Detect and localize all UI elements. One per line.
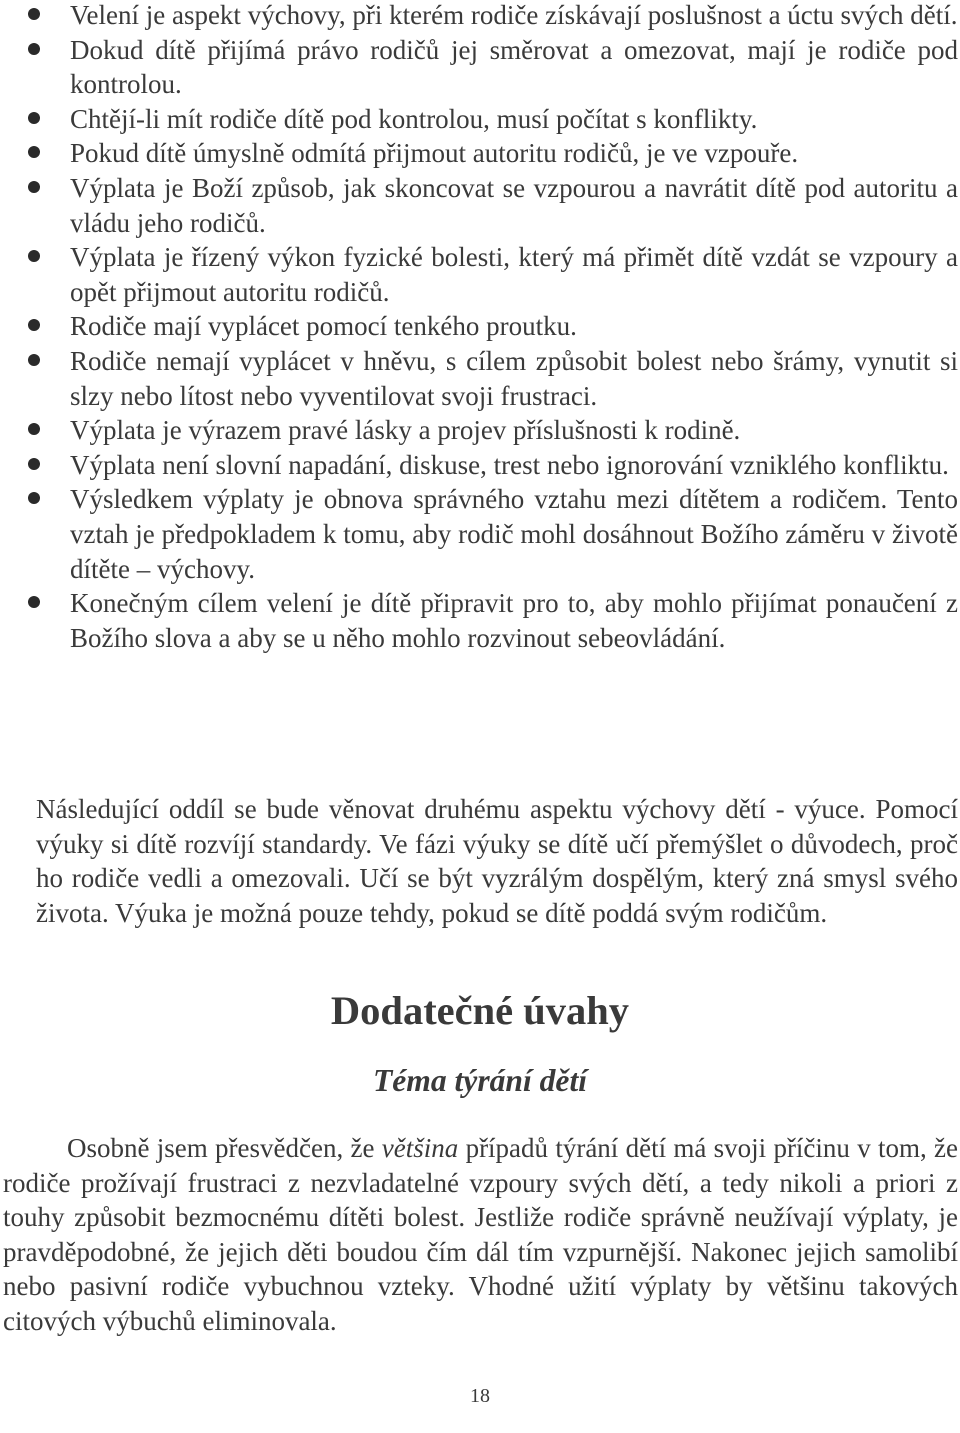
bullet-icon bbox=[28, 8, 40, 20]
list-item-text: Velení je aspekt výchovy, při kterém rodiče získávají poslušnost a úctu svých dětí. bbox=[70, 0, 958, 30]
list-item-text: Výplata je řízený výkon fyzické bolesti, který má přimět dítě vzdát se vzpoury a opět přijmout autoritu rodičů. bbox=[70, 242, 958, 307]
body-paragraph: Následující oddíl se bude věnovat druhému aspektu výchovy dětí - výuce. Pomocí výuky si dítě rozvíjí standardy. Ve fázi výuky se dítě učí přemýšlet o důvodech, proč ho rodiče vedli a omezovali. Učí se být vyzrálým dospělým, který zná smysl svého života. Výuka je možná pouze tehdy, pokud se dítě poddá svým rodičům. bbox=[36, 794, 958, 928]
list-item bbox=[70, 240, 958, 309]
list-item-text: Dokud dítě přijímá právo rodičů jej směrovat a omezovat, mají je rodiče pod kontrolou. bbox=[70, 34, 958, 100]
list-item-text: Konečným cílem velení je dítě připravit pro to, aby mohlo přijímat ponaučení z Božího slova a aby se u něho mohlo rozvinout sebeovládání. bbox=[70, 588, 958, 653]
list-item-text: Rodiče mají vyplácet pomocí tenkého proutku. bbox=[70, 311, 577, 342]
page-number: 18 bbox=[470, 1385, 490, 1407]
list-item bbox=[70, 136, 958, 171]
bullet-list bbox=[70, 0, 958, 655]
list-item-text: Pokud dítě úmyslně odmítá přijmout autoritu rodičů, je ve vzpouře. bbox=[70, 138, 799, 169]
list-item bbox=[70, 482, 958, 586]
list-item bbox=[70, 448, 958, 483]
bullet-icon bbox=[28, 354, 40, 366]
list-item-text: Výplata je Boží způsob, jak skoncovat se vzpourou a navrátit dítě pod autoritu a vládu jeho rodičů. bbox=[70, 172, 958, 238]
paragraph-text: případů týrání dětí má svoji příčinu v tom, že rodiče prožívají frustraci z nezvladatelné vzpoury svých dětí, a tedy nikoli a priori z touhy způsobit bezmocnému dítěti bolest. Jestliže rodiče správně neužívají výplaty, je pravděpodobné, že jejich děti boudou čím dál tím vzpurnější. Nakonec jejich samolibí nebo pasivní rodiče vybuchnou vzteky. Vhodné užití výplaty by většinu takových citových výbuchů eliminovala. bbox=[3, 1133, 959, 1336]
emphasis-text: většina bbox=[381, 1133, 459, 1163]
list-item bbox=[70, 171, 958, 240]
list-item bbox=[70, 0, 958, 33]
list-item-text: Chtějí-li mít rodiče dítě pod kontrolou, musí počítat s konflikty. bbox=[70, 103, 758, 134]
bullet-icon bbox=[28, 596, 40, 608]
list-item-text: Výplata je výrazem pravé lásky a projev příslušnosti k rodině. bbox=[70, 415, 741, 446]
bullet-icon bbox=[28, 492, 40, 504]
list-item bbox=[70, 344, 958, 413]
bullet-icon bbox=[28, 423, 40, 435]
list-item bbox=[70, 413, 958, 448]
section-subheading: Téma týrání dětí bbox=[372, 1063, 587, 1098]
list-item-text: Rodiče nemají vyplácet v hněvu, s cílem způsobit bolest nebo šrámy, vynutit si slzy nebo lítost nebo vyventilovat svoji frustraci. bbox=[70, 345, 958, 411]
section-heading: Dodatečné úvahy bbox=[330, 988, 630, 1033]
bullet-icon bbox=[28, 43, 40, 55]
list-item-text: Výsledkem výplaty je obnova správného vztahu mezi dítětem a rodičem. Tento vztah je předpokladem k tomu, aby rodič mohl dosáhnout Božího záměru v životě dítěte – výchovy. bbox=[70, 484, 958, 584]
list-item bbox=[70, 33, 958, 102]
bullet-icon bbox=[28, 181, 40, 193]
bullet-icon bbox=[28, 458, 40, 470]
list-item bbox=[70, 309, 958, 344]
bullet-icon bbox=[28, 250, 40, 262]
bullet-icon bbox=[28, 112, 40, 124]
list-item bbox=[70, 102, 958, 137]
body-paragraph bbox=[3, 1131, 958, 1339]
list-item bbox=[70, 586, 958, 655]
paragraph-text: Osobně jsem přesvědčen, že bbox=[67, 1133, 382, 1163]
bullet-icon bbox=[28, 319, 40, 331]
list-item-text: Výplata není slovní napadání, diskuse, trest nebo ignorování vzniklého konfliktu. bbox=[70, 449, 949, 480]
bullet-icon bbox=[28, 146, 40, 158]
